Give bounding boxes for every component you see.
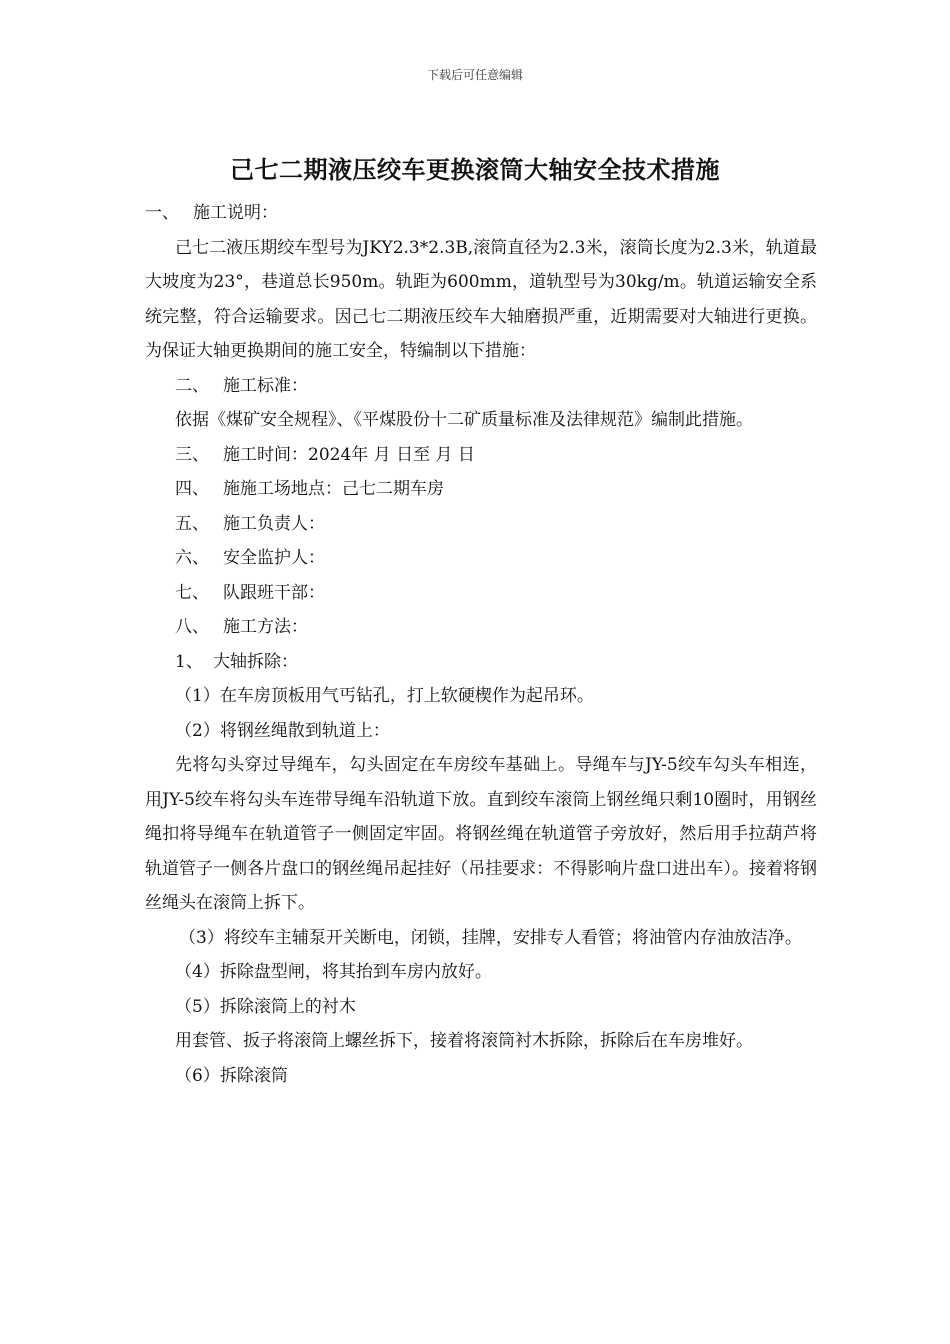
- section-label: 施工标准：: [223, 375, 308, 396]
- step-3-text: （3）将绞车主辅泵开关断电，闭锁，挂牌，安排专人看管；将油管内存油放洁净。: [179, 927, 802, 948]
- step-6: （6）拆除滚筒: [175, 1065, 288, 1086]
- section-1-paragraph: 己七二液压期绞车型号为JKY2.3*2.3B,滚筒直径为2.3米，滚筒长度为2.3米，轨道最大坡度为23°，巷道总长950m。轨距为600mm，道轨型号为30kg/m。轨道运输安全系统完整，符合运输要求。因己七二期液压绞车大轴磨损严重，近期需要对大轴进行更换。为保证大轴更换期间的施工安全，特编制以下措施：: [145, 237, 817, 361]
- section-number: 三、: [175, 444, 209, 465]
- step-4: （4）拆除盘型闸，将其抬到车房内放好。: [175, 962, 492, 982]
- section-8-heading: [145, 610, 817, 645]
- step-1: （1）在车房顶板用气丐钻孔，打上软硬楔作为起吊环。: [175, 686, 594, 706]
- section-label: 施施工场地点：己七二期车房: [223, 479, 444, 499]
- section-label: 队跟班干部：: [223, 582, 325, 603]
- subsection-number: 1、: [175, 651, 203, 672]
- document-body: [145, 196, 817, 1093]
- section-number: 四、: [175, 479, 209, 499]
- section-number: 五、: [175, 513, 209, 534]
- step-3: [145, 921, 817, 956]
- section-number: 七、: [175, 582, 209, 603]
- section-label: 施工负责人：: [223, 513, 325, 534]
- section-1-heading: [145, 196, 817, 231]
- step-5: （5）拆除滚筒上的衬木: [175, 996, 356, 1017]
- step-5-paragraph: 用套管、扳子将滚筒上螺丝拆下，接着将滚筒衬木拆除，拆除后在车房堆好。: [175, 1031, 753, 1051]
- section-label: 施工方法：: [223, 617, 308, 637]
- method-1-heading: [145, 645, 817, 680]
- subsection-label: 大轴拆除：: [213, 651, 298, 672]
- section-3-heading: [145, 438, 817, 473]
- section-label: 安全监护人：: [223, 548, 325, 568]
- step-2-paragraph: 先将勾头穿过导绳车，勾头固定在车房绞车基础上。导绳车与JY-5绞车勾头车相连，用JY-5绞车将勾头车连带导绳车沿轨道下放。直到绞车滚筒上钢丝绳只剩10圈时，用钢丝绳扣将导绳车在轨道管子一侧固定牢固。将钢丝绳在轨道管子旁放好，然后用手拉葫芦将轨道管子一侧各片盘口的钢丝绳吊起挂好（吊挂要求：不得影响片盘口进出车）。接着将钢丝绳头在滚筒上拆下。: [145, 755, 817, 913]
- section-4-heading: [145, 472, 817, 507]
- section-number: 一、: [145, 203, 179, 223]
- section-label: 施工时间：2024年 月 日至 月 日: [223, 444, 475, 465]
- section-label: 施工说明：: [193, 203, 278, 223]
- document-title: 己七二期液压绞车更换滚筒大轴安全技术措施: [230, 155, 720, 184]
- section-number: 六、: [175, 548, 209, 568]
- section-2-paragraph: 依据《煤矿安全规程》、《平煤股份十二矿质量标准及法律规范》编制此措施。: [175, 410, 753, 430]
- section-6-heading: [145, 541, 817, 576]
- section-number: 二、: [175, 375, 209, 396]
- section-2-heading: [145, 369, 817, 404]
- header-note: 下载后可任意编辑: [426, 68, 523, 82]
- section-number: 八、: [175, 617, 209, 637]
- section-7-heading: [145, 576, 817, 611]
- section-5-heading: [145, 507, 817, 542]
- step-2: （2）将钢丝绳散到轨道上：: [175, 720, 390, 741]
